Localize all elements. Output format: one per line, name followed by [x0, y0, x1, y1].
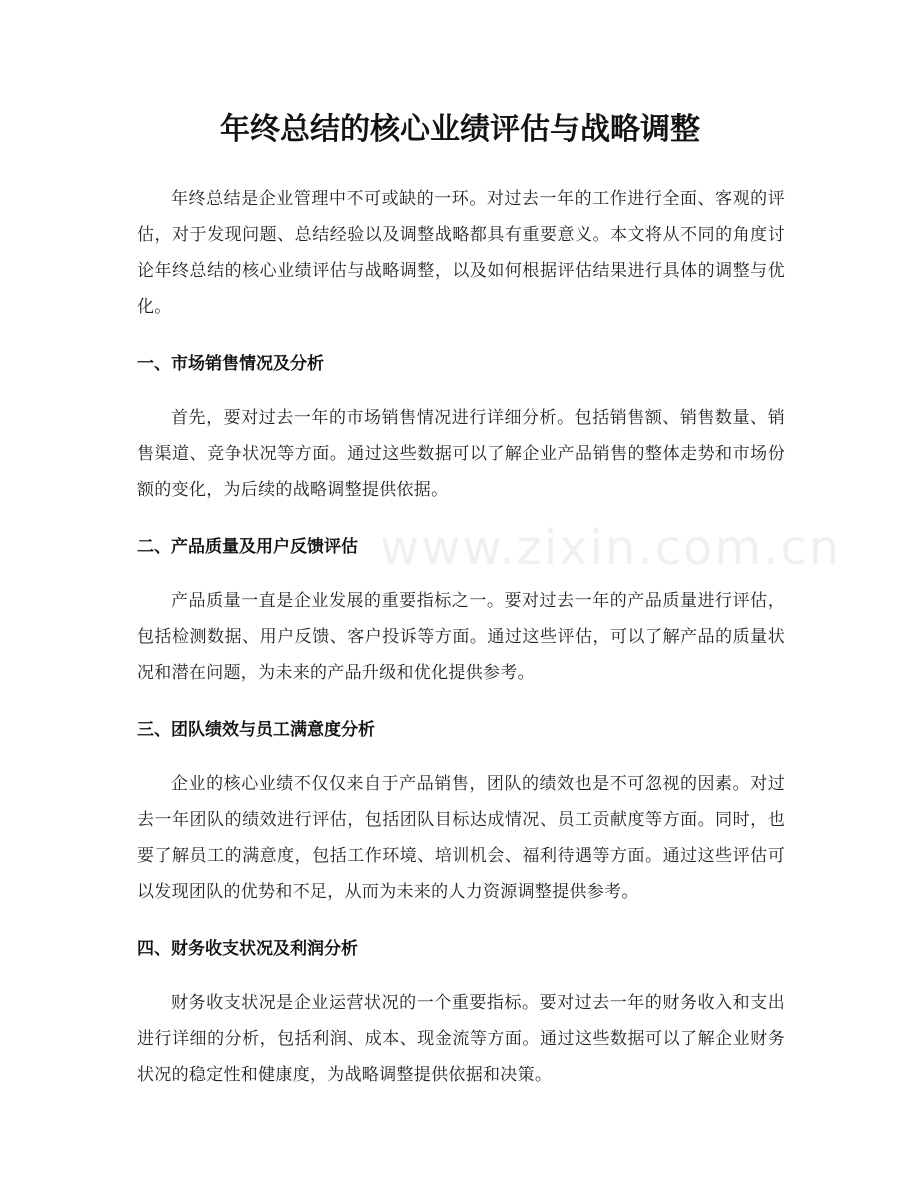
section-body-4: 财务收支状况是企业运营状况的一个重要指标。要对过去一年的财务收入和支出进行详细的分析，包括利润、成本、现金流等方面。通过这些数据可以了解企业财务状况的稳定性和健康度，为战略调整提供依据和决策。 [137, 993, 785, 1085]
page-title: 年终总结的核心业绩评估与战略调整 [220, 112, 700, 147]
section-heading-1: 一、市场销售情况及分析 [137, 354, 324, 374]
section-heading-2: 二、产品质量及用户反馈评估 [137, 537, 358, 557]
document-body [137, 181, 785, 1093]
intro-paragraph: 年终总结是企业管理中不可或缺的一环。对过去一年的工作进行全面、客观的评估，对于发现问题、总结经验以及调整战略都具有重要意义。本文将从不同的角度讨论年终总结的核心业绩评估与战略调整，以及如何根据评估结果进行具体的调整与优化。 [137, 189, 785, 317]
section-body-2: 产品质量一直是企业发展的重要指标之一。要对过去一年的产品质量进行评估，包括检测数据、用户反馈、客户投诉等方面。通过这些评估，可以了解产品的质量状况和潜在问题，为未来的产品升级和优化提供参考。 [137, 591, 785, 683]
watermark: www.zixin.com.cn [380, 520, 842, 576]
section-heading-3: 三、团队绩效与员工满意度分析 [137, 720, 375, 740]
section-body-1: 首先，要对过去一年的市场销售情况进行详细分析。包括销售额、销售数量、销售渠道、竞争状况等方面。通过这些数据可以了解企业产品销售的整体走势和市场份额的变化，为后续的战略调整提供依据。 [137, 408, 785, 500]
section-body-3: 企业的核心业绩不仅仅来自于产品销售，团队的绩效也是不可忽视的因素。对过去一年团队的绩效进行评估，包括团队目标达成情况、员工贡献度等方面。同时，也要了解员工的满意度，包括工作环境、培训机会、福利待遇等方面。通过这些评估可以发现团队的优势和不足，从而为未来的人力资源调整提供参考。 [137, 774, 785, 902]
section-heading-4: 四、财务收支状况及利润分析 [137, 939, 358, 959]
